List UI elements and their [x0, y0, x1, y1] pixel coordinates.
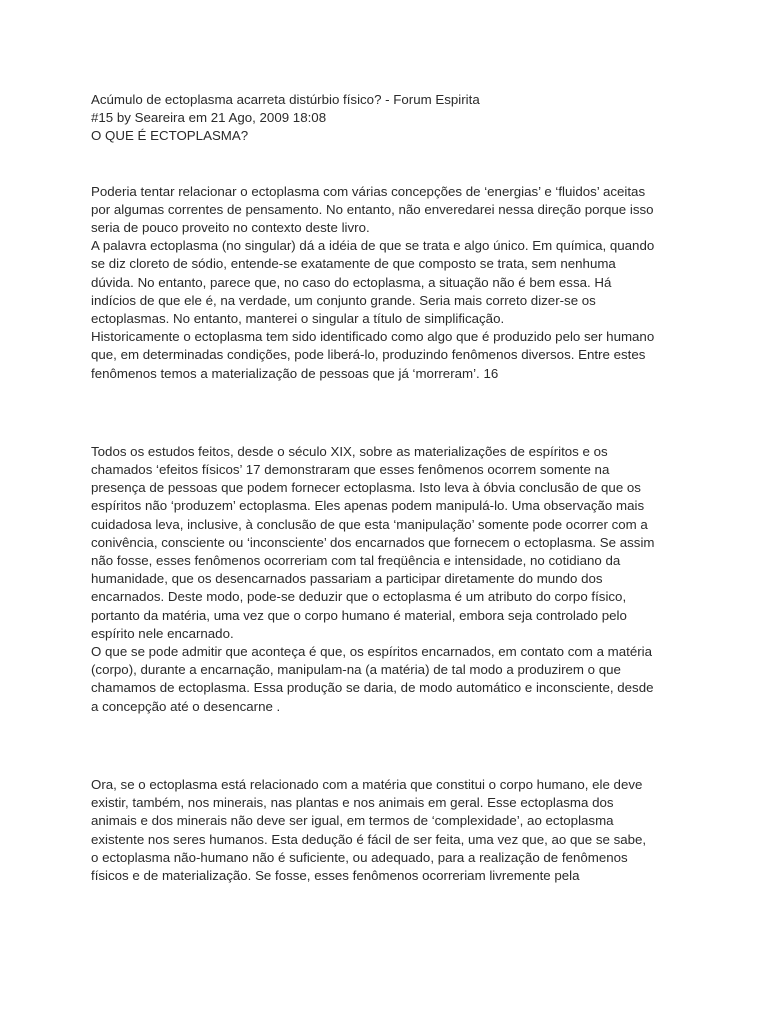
document-page [91, 91, 691, 885]
paragraph: O que se pode admitir que aconteça é que, os espíritos encarnados, em contato com a matéria (corpo), durante a encarnação, manipulam-na (a matéria) de tal modo a produzirem o que chamamos de ectoplasma. Essa produção se daria, de modo automático e inconsciente, desde a concepção até o desencarne . [91, 644, 654, 714]
paragraph: Poderia tentar relacionar o ectoplasma com várias concepções de ‘energias’ e ‘fluidos’ aceitas por algumas correntes de pensamento. No entanto, não enveredarei nessa direção porque isso seria de pouco proveito no contexto deste livro. [91, 183, 654, 236]
paragraph: A palavra ectoplasma (no singular) dá a idéia de que se trata e algo único. Em química, quando se diz cloreto de sódio, entende-se exatamente de que composto se trata, sem nenhuma dúvida. No entanto, parece que, no caso do ectoplasma, a situação não é bem essa. Há indícios de que ele é, na verdade, um conjunto grande. Seria mais correto dizer-se os ectoplasmas. No entanto, manterei o singular a título de simplificação. [91, 238, 655, 327]
paragraph: Todos os estudos feitos, desde o século XIX, sobre as materializações de espíritos e os chamados ‘efeitos físicos’ 17 demonstraram que esses fenômenos ocorrem somente na presença de pessoas que podem fornecer ectoplasma. Isto leva à óbvia conclusão de que os espíritos não ‘produzem’ ectoplasma. Eles apenas podem manipulá-lo. Uma observação mais cuidadosa leva, inclusive, à conclusão de que esta ‘manipulação’ somente pode ocorrer com a conivência, consciente ou ‘inconsciente’ dos encarnados que fornecem o ectoplasma. Se assim não fosse, esses fenômenos ocorreriam com tal freqüência e intensidade, no cotidiano da humanidade, que os desencarnados passariam a participar diretamente do mundo dos encarnados. Deste modo, pode-se deduzir que o ectoplasma é um atributo do corpo físico, portanto da matéria, uma vez que o corpo humano é material, embora seja controlado pelo espírito nele encarnado. [91, 443, 655, 641]
post-byline: #15 by Seareira em 21 Ago, 2009 18:08 [91, 110, 327, 126]
spacer [91, 716, 691, 776]
document-header [91, 91, 691, 146]
spacer [91, 383, 691, 443]
section-2 [91, 443, 691, 716]
section-3 [91, 776, 691, 885]
section-1 [91, 183, 691, 383]
paragraph: Historicamente o ectoplasma tem sido identificado como algo que é produzido pelo ser humano que, em determinadas condições, pode liberá-lo, produzindo fenômenos diversos. Entre estes fenômenos temos a materialização de pessoas que já ‘morreram’. 16 [91, 329, 655, 381]
paragraph: Ora, se o ectoplasma está relacionado com a matéria que constitui o corpo humano, ele deve existir, também, nos minerais, nas plantas e nos animais em geral. Esse ectoplasma dos animais e dos minerais não deve ser igual, em termos de ‘complexidade’, ao ectoplasma existente nos seres humanos. Esta dedução é fácil de ser feita, uma vez que, ao que se sabe, o ectoplasma não-humano não é suficiente, ou adequado, para a realização de fenômenos físicos e de materialização. Se fosse, esses fenômenos ocorreriam livremente pela [91, 776, 647, 883]
document-title: Acúmulo de ectoplasma acarreta distúrbio físico? - Forum Espirita [91, 92, 480, 107]
section-heading: O QUE É ECTOPLASMA? [91, 128, 249, 144]
spacer [91, 146, 691, 183]
